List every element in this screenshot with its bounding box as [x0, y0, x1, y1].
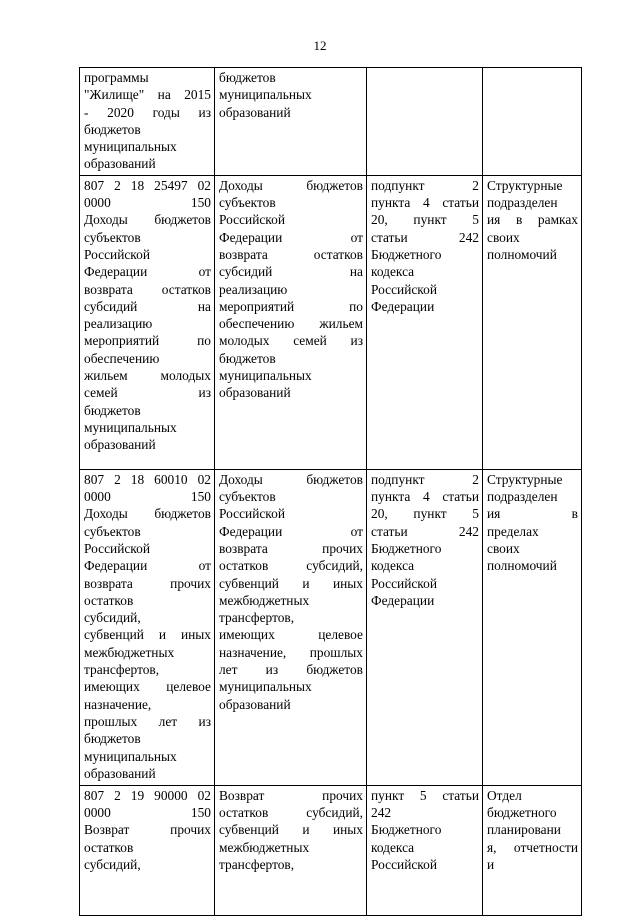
cell-code-and-name: [80, 469, 215, 785]
cell-legal-basis: [367, 68, 483, 176]
cell-text-line: Российской: [371, 575, 437, 591]
cell-legal-basis: [367, 469, 483, 785]
table-row: [80, 469, 582, 785]
cell-text-line: программы: [84, 70, 149, 85]
cell-text-line: пределах: [487, 523, 539, 539]
cell-legal-basis: [367, 785, 483, 915]
cell-text-line: имеющих целевое: [84, 679, 211, 695]
cell-description: [215, 175, 367, 469]
cell-text-line: субвенций и иных: [219, 822, 363, 838]
cell-code-and-name: [80, 785, 215, 915]
cell-text-line: имеющих целевое: [219, 627, 363, 643]
cell-text-line: субсидий,: [84, 856, 141, 872]
cell-text-line: межбюджетных: [219, 592, 310, 608]
cell-responsible: [483, 68, 582, 176]
cell-text-line: субсидий,: [84, 610, 141, 626]
cell-text-line: подпункт 2: [371, 471, 479, 487]
table-row: [80, 785, 582, 915]
cell-text-line: Бюджетного: [371, 822, 442, 838]
cell-text-line: молодых семей из: [219, 333, 363, 349]
cell-text-line: Федерации от: [84, 264, 211, 280]
cell-text-line: Доходы бюджетов: [84, 506, 211, 522]
cell-text-line: субъектов: [84, 523, 141, 539]
cell-text-line: лет из бюджетов: [219, 662, 363, 678]
cell-text-line: 0000 150: [84, 805, 211, 821]
cell-text-line: муниципальных: [219, 368, 312, 384]
cell-description: [215, 68, 367, 176]
cell-text-line: остатков субсидий,: [219, 558, 363, 574]
cell-text-line: субвенций и иных: [84, 627, 211, 643]
cell-text-line: реализацию: [84, 316, 153, 332]
cell-text-line: - 2020 годы из: [84, 104, 211, 120]
cell-text-line: мероприятий по: [219, 298, 363, 314]
cell-text-line: остатков: [84, 592, 134, 608]
cell-text-line: Российской: [84, 246, 150, 262]
cell-text-line: субъектов: [219, 195, 276, 211]
cell-responsible: [483, 175, 582, 469]
cell-text-line: трансфертов,: [219, 610, 295, 626]
cell-text-line: образований: [84, 156, 156, 172]
cell-text-line: полномочий: [487, 246, 557, 262]
cell-text-line: Российской: [219, 212, 285, 228]
table-row: [80, 68, 582, 176]
cell-text-line: 807 2 18 60010 02: [84, 471, 211, 487]
cell-text-line: Федерации от: [219, 229, 363, 245]
cell-text-line: образований: [219, 385, 291, 401]
cell-text-line: обеспечению: [84, 350, 160, 366]
cell-text-line: Структурные: [487, 177, 563, 193]
cell-text-line: Доходы бюджетов: [219, 177, 363, 193]
cell-text-line: подразделен: [487, 489, 558, 505]
cell-text-line: бюджетов: [219, 70, 276, 85]
cell-text-line: Российской: [371, 281, 437, 297]
cell-text-line: Федерации: [371, 298, 435, 314]
cell-text-line: Структурные: [487, 471, 563, 487]
cell-text-line: остатков субсидий,: [219, 805, 363, 821]
cell-text-line: муниципальных: [219, 87, 312, 103]
cell-text-line: муниципальных: [84, 139, 177, 155]
cell-text-line: мероприятий по: [84, 333, 211, 349]
cell-text-line: своих: [487, 540, 520, 556]
cell-text-line: ия в: [487, 506, 578, 522]
cell-text-line: своих: [487, 229, 520, 245]
table-row: [80, 175, 582, 469]
cell-text-line: 807 2 19 90000 02: [84, 787, 211, 803]
budget-codes-table: [79, 67, 582, 916]
cell-text-line: бюджетного: [487, 805, 557, 821]
cell-text-line: образований: [219, 104, 291, 120]
cell-text-line: межбюджетных: [84, 644, 175, 660]
cell-text-line: возврата прочих: [84, 575, 211, 591]
cell-text-line: Российской: [219, 506, 285, 522]
cell-text-line: и: [487, 856, 495, 872]
cell-text-line: планировани: [487, 822, 561, 838]
cell-text-line: назначение,: [84, 696, 152, 712]
cell-text-line: "Жилище" на 2015: [84, 87, 211, 103]
cell-text-line: образований: [84, 765, 156, 781]
cell-text-line: субъектов: [84, 229, 141, 245]
cell-text-line: возврата прочих: [219, 540, 363, 556]
cell-text-line: трансфертов,: [219, 856, 295, 872]
cell-text-line: подпункт 2: [371, 177, 479, 193]
cell-text-line: статьи 242: [371, 523, 479, 539]
cell-text-line: назначение, прошлых: [219, 644, 363, 660]
cell-text-line: субсидий на: [84, 298, 211, 314]
cell-text-line: Возврат прочих: [219, 787, 363, 803]
cell-text-line: 0000 150: [84, 489, 211, 505]
cell-text-line: 0000 150: [84, 195, 211, 211]
cell-text-line: кодекса: [371, 264, 415, 280]
cell-text-line: жильем молодых: [84, 368, 211, 384]
cell-text-line: муниципальных: [219, 679, 312, 695]
cell-text-line: муниципальных: [84, 419, 177, 435]
cell-text-line: полномочий: [487, 558, 557, 574]
page-number: 12: [313, 38, 327, 53]
cell-text-line: Бюджетного: [371, 540, 442, 556]
cell-text-line: статьи 242: [371, 229, 479, 245]
cell-text-line: Российской: [371, 856, 437, 872]
cell-text-line: Отдел: [487, 787, 522, 803]
cell-text-line: Доходы бюджетов: [84, 212, 211, 228]
cell-text-line: 807 2 18 25497 02: [84, 177, 211, 193]
cell-text-line: субъектов: [219, 489, 276, 505]
cell-text-line: обеспечению жильем: [219, 316, 363, 332]
cell-description: [215, 469, 367, 785]
cell-text-line: Российской: [84, 540, 150, 556]
cell-text-line: бюджетов: [84, 731, 141, 747]
cell-responsible: [483, 469, 582, 785]
cell-text-line: Возврат прочих: [84, 822, 211, 838]
cell-text-line: возврата остатков: [219, 246, 363, 262]
cell-text-line: кодекса: [371, 558, 415, 574]
cell-text-line: Доходы бюджетов: [219, 471, 363, 487]
cell-description: [215, 785, 367, 915]
cell-text-line: образований: [84, 437, 156, 453]
cell-text-line: прошлых лет из: [84, 713, 211, 729]
cell-responsible: [483, 785, 582, 915]
cell-text-line: кодекса: [371, 839, 415, 855]
cell-text-line: остатков: [84, 839, 134, 855]
cell-text-line: субсидий на: [219, 264, 363, 280]
cell-text-line: возврата остатков: [84, 281, 211, 297]
cell-text-line: пункт 5 статьи: [371, 787, 479, 803]
cell-text-line: Федерации: [371, 592, 435, 608]
cell-code-and-name: [80, 175, 215, 469]
cell-text-line: субвенций и иных: [219, 575, 363, 591]
cell-text-line: 20, пункт 5: [371, 212, 479, 228]
cell-text-line: пункта 4 статьи: [371, 489, 479, 505]
cell-text-line: трансфертов,: [84, 662, 160, 678]
cell-text-line: подразделен: [487, 195, 558, 211]
cell-text-line: бюджетов: [219, 350, 276, 366]
cell-text-line: Федерации от: [84, 558, 211, 574]
cell-text-line: я, отчетности: [487, 839, 578, 855]
cell-text-line: реализацию: [219, 281, 288, 297]
cell-text-line: межбюджетных: [219, 839, 310, 855]
cell-text-line: Бюджетного: [371, 246, 442, 262]
cell-text-line: Федерации от: [219, 523, 363, 539]
cell-text-line: семей из: [84, 385, 211, 401]
cell-legal-basis: [367, 175, 483, 469]
cell-text-line: 242: [371, 805, 392, 821]
cell-text-line: образований: [219, 696, 291, 712]
cell-text-line: 20, пункт 5: [371, 506, 479, 522]
cell-text-line: бюджетов: [84, 121, 141, 137]
cell-text-line: пункта 4 статьи: [371, 195, 479, 211]
cell-text-line: ия в рамках: [487, 212, 578, 228]
cell-text-line: муниципальных: [84, 748, 177, 764]
cell-code-and-name: [80, 68, 215, 176]
cell-text-line: бюджетов: [84, 402, 141, 418]
